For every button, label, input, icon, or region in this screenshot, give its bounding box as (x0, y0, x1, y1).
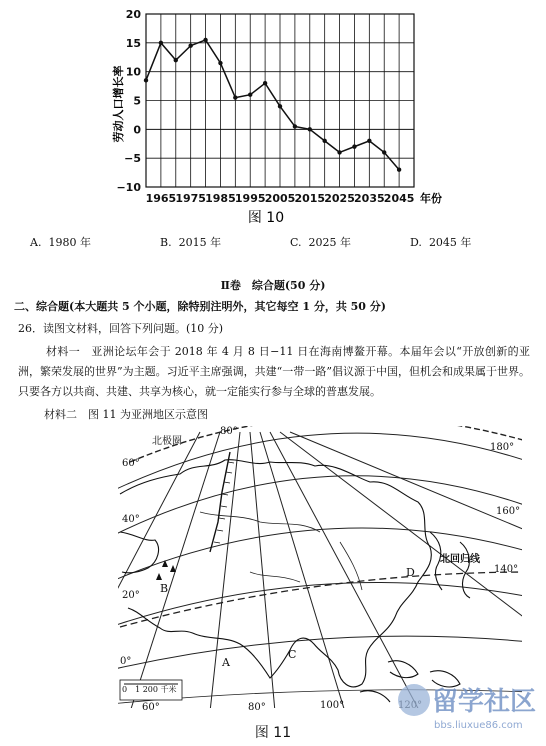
option-d[interactable] (410, 234, 471, 250)
lat-60-label: 60° (122, 458, 140, 469)
option-c-letter: C. (290, 236, 302, 249)
data-point (397, 168, 401, 172)
lat-80-label: 80° (220, 426, 238, 437)
lon-60-label: 60° (142, 702, 160, 712)
x-tick-label: 1975 (175, 192, 206, 205)
data-point (367, 139, 371, 143)
x-tick-label: 2035 (354, 192, 385, 205)
x-tick-label: 2005 (264, 192, 296, 205)
map-label-c: C (288, 648, 297, 661)
option-c[interactable] (290, 234, 351, 250)
lon-100-label: 100° (320, 700, 345, 711)
figure-11-caption: 图 11 (254, 725, 292, 741)
x-tick-label: 1995 (234, 192, 266, 205)
arctic-circle-label: 北极圈 (152, 436, 182, 447)
option-a-letter: A. (30, 236, 42, 249)
map-label-a: A (222, 656, 230, 669)
data-point (352, 144, 356, 148)
watermark-globe-icon (398, 684, 430, 716)
material-2: 材料二 图 11 为亚洲地区示意图 (44, 408, 208, 421)
data-point (144, 78, 148, 82)
option-d-text: 2045 年 (428, 236, 472, 249)
data-point (174, 58, 178, 62)
x-tick-label: 2015 (294, 192, 326, 205)
lat-40-label: 40° (122, 514, 140, 525)
y-tick-label: 0 (133, 123, 141, 137)
series-line (146, 40, 399, 170)
chart-grid (146, 14, 414, 187)
data-point (218, 61, 222, 65)
y-tick-label: −5 (124, 152, 141, 166)
data-point (248, 93, 252, 97)
data-point (188, 44, 192, 48)
x-tick-label: 2025 (324, 192, 355, 205)
y-tick-label: −10 (116, 181, 141, 194)
lat-0-label: 0° (120, 656, 132, 667)
lon-80-label: 80° (248, 702, 266, 712)
option-a-text: 1980 年 (48, 236, 91, 249)
material-1: 材料一 亚洲论坛年会于 2018 年 4 月 8 日−11 日在海南博鳌开幕。本届年会以“开放创新的亚洲，繁荣发展的世界”为主题。习近平主席强调，共建“一带一路”倡议源于中国，但机会和成果属于世界。只要各方以共商、共建、共享为核心，就一定能实行参与全球的普惠发展。 (18, 345, 530, 398)
data-point (263, 81, 267, 85)
lat-20-label: 20° (122, 590, 140, 601)
x-tick-labels (146, 192, 415, 205)
y-axis-label: 劳动人口增长率 (112, 65, 125, 143)
data-point (159, 41, 163, 45)
data-point (278, 104, 282, 108)
watermark-brand: 留学社区 (432, 687, 537, 717)
x-axis-label: 年份 (420, 192, 442, 205)
x-tick-label: 1965 (145, 192, 177, 205)
data-point (293, 124, 297, 128)
railway (210, 452, 234, 552)
lon-180-label: 180° (490, 442, 515, 453)
option-b-letter: B. (160, 236, 172, 249)
watermark-logo (392, 666, 542, 736)
figure-10-caption: 图 10 (247, 210, 285, 226)
option-b[interactable] (160, 234, 221, 250)
data-point (233, 95, 237, 99)
x-tick-label: 2045 (383, 192, 415, 205)
option-c-text: 2025 年 (308, 236, 352, 249)
y-tick-label: 15 (125, 36, 141, 50)
option-d-letter: D. (410, 236, 422, 249)
tropic-label: 北回归线 (440, 554, 480, 565)
data-point (322, 139, 326, 143)
chart-series (144, 38, 402, 172)
data-point (337, 150, 341, 154)
section-title: Ⅱ卷 综合题(50 分) (220, 279, 326, 292)
map-label-b: B (160, 582, 169, 595)
option-a[interactable] (30, 234, 91, 250)
section-heading: 二、综合题(本大题共 5 个小题，除特别注明外，其它每空 1 分，共 50 分) (14, 300, 386, 313)
question-26: 26．读图文材料，回答下列问题。(10 分) (18, 322, 224, 335)
lon-160-label: 160° (496, 506, 521, 517)
data-point (203, 38, 207, 42)
watermark-url: bbs.liuxue86.com (434, 720, 523, 731)
scale-label: 0 1 200 千米 (122, 685, 177, 694)
y-tick-label: 5 (133, 94, 141, 108)
y-tick-label: 10 (125, 65, 141, 79)
data-point (382, 150, 386, 154)
x-tick-label: 1985 (205, 192, 236, 205)
map-label-d: D (406, 566, 415, 579)
labor-growth-chart (0, 0, 546, 235)
y-tick-label: 20 (125, 8, 141, 21)
lon-140-label: 140° (494, 564, 519, 575)
data-point (308, 127, 312, 131)
option-b-text: 2015 年 (178, 236, 222, 249)
